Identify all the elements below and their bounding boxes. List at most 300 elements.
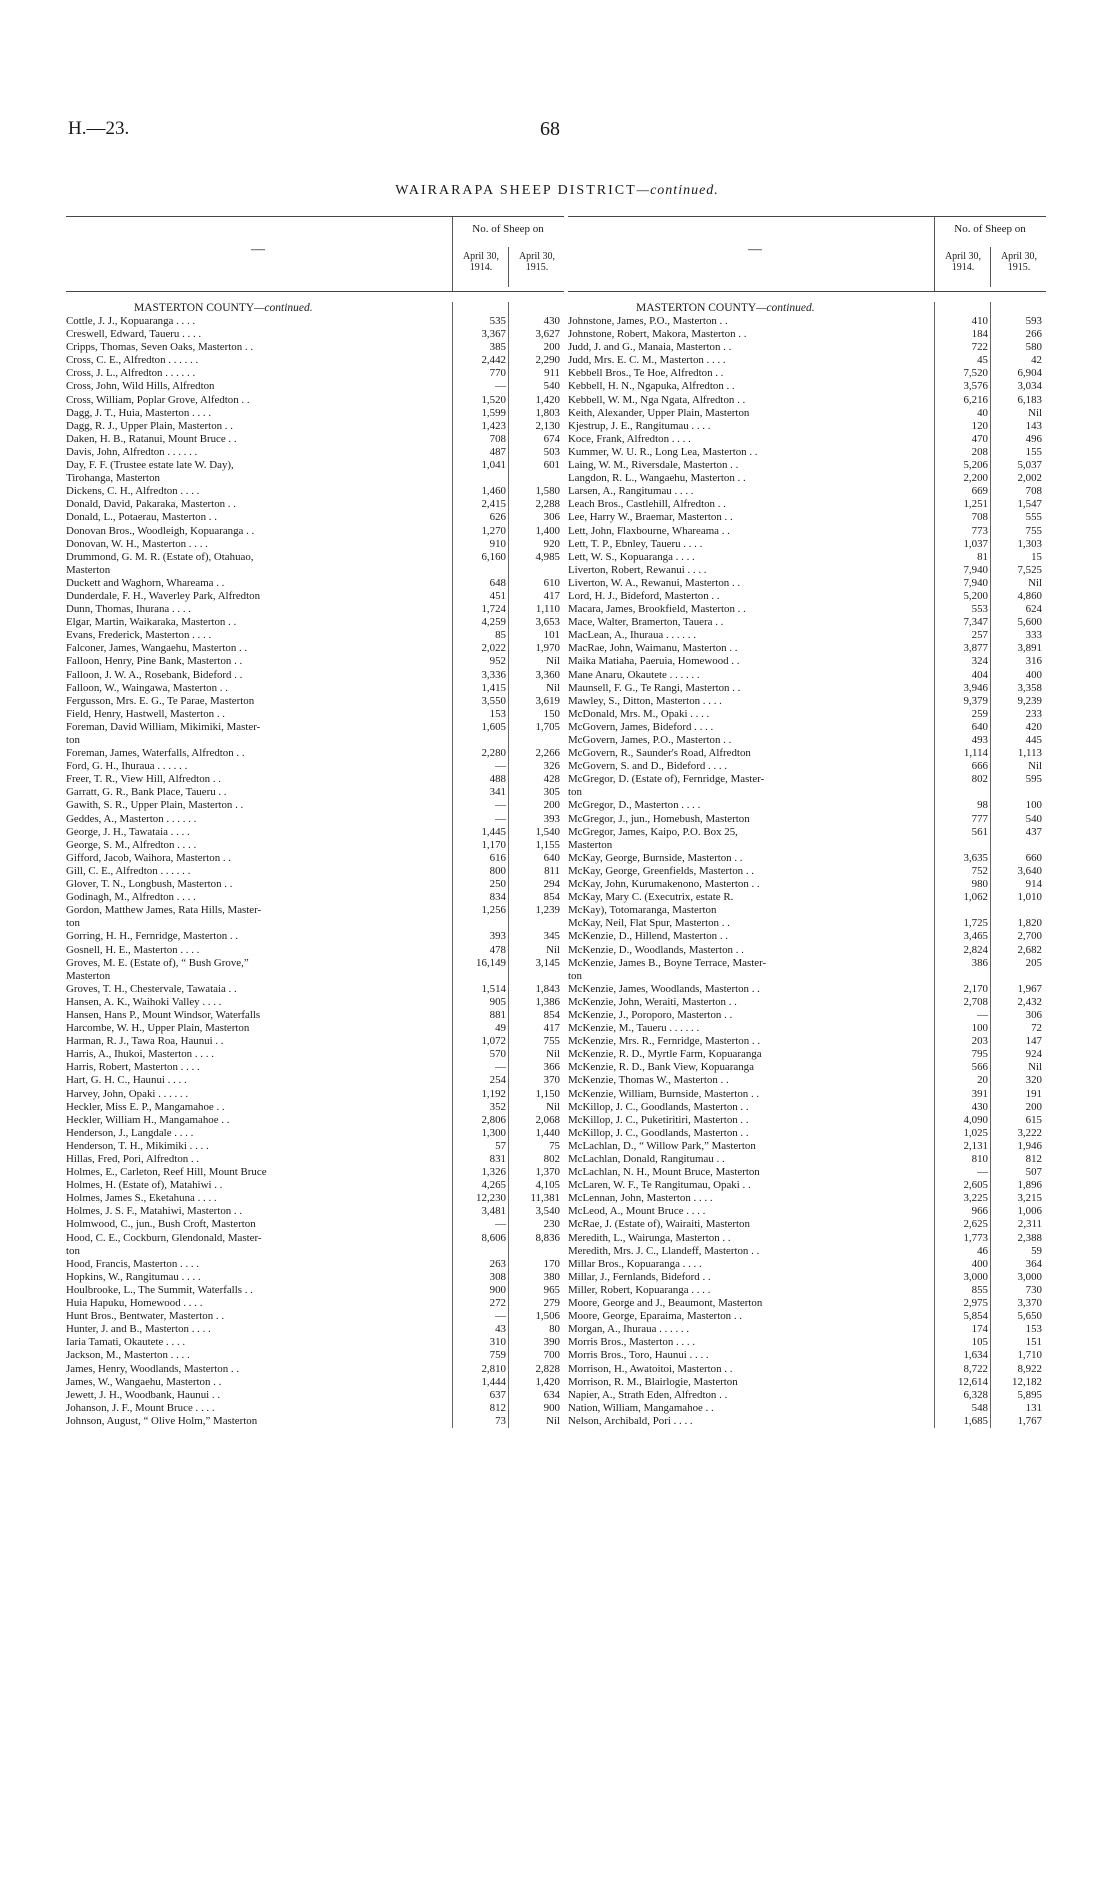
owner-name: Holmes, James S., Eketahuna . . . .	[66, 1192, 217, 1205]
sheep-1915: Nil	[546, 655, 560, 668]
sheep-1915: 430	[543, 315, 560, 327]
sheep-1914: 430	[971, 1100, 988, 1113]
sheep-1914: 7,940	[963, 576, 988, 589]
owner-name: ton	[66, 917, 80, 930]
owner-name: Groves, T. H., Chestervale, Tawataia . .	[66, 982, 237, 995]
sheep-1914: 352	[489, 1100, 506, 1113]
table-row	[568, 930, 1046, 943]
sheep-1914: 1,326	[481, 1166, 506, 1179]
table-row	[66, 367, 564, 380]
sheep-1915: 615	[1025, 1113, 1042, 1126]
sheep-1915: 230	[543, 1218, 560, 1231]
owner-name: Morris Bros., Masterton . . . .	[568, 1336, 696, 1349]
sheep-1914: 393	[489, 930, 506, 943]
table-row	[66, 433, 564, 446]
sheep-1914: 4,259	[481, 616, 506, 629]
owner-name: Morrison, R. M., Blairlogie, Masterton	[568, 1375, 738, 1388]
table-row	[66, 459, 564, 472]
left-column	[66, 216, 564, 1428]
sheep-1914: 451	[489, 589, 506, 602]
sheep-1914: 45	[977, 354, 988, 367]
sheep-1915	[510, 1245, 564, 1258]
owner-name: James, Henry, Woodlands, Masterton . .	[66, 1362, 240, 1375]
owner-name: Falloon, W., Waingawa, Masterton . .	[66, 681, 228, 694]
sheep-1914: 773	[971, 524, 988, 537]
sheep-1914: 49	[495, 1022, 506, 1035]
sheep-1915: Nil	[546, 681, 560, 694]
table-row	[568, 1323, 1046, 1336]
table-row	[66, 1284, 564, 1297]
sheep-1915: 153	[1025, 1323, 1042, 1336]
owner-name: Harris, Robert, Masterton . . . .	[66, 1061, 200, 1074]
owner-name: McLachlan, N. H., Mount Bruce, Masterton	[568, 1166, 760, 1179]
sheep-1915: 1,803	[535, 406, 560, 419]
table-row	[66, 865, 564, 878]
owner-name: Lord, H. J., Bideford, Masterton . .	[568, 589, 720, 602]
sheep-1914: 2,022	[481, 642, 506, 655]
sheep-1914: 900	[489, 1283, 506, 1296]
title-continued: —continued.	[636, 183, 719, 198]
sheep-1915: Nil	[546, 943, 560, 956]
owner-name: Hart, G. H. C., Haunui . . . .	[66, 1074, 187, 1087]
sheep-1915: 854	[543, 891, 560, 904]
sheep-1914: 6,328	[963, 1388, 988, 1401]
table-row	[568, 1258, 1046, 1271]
table-row	[66, 1376, 564, 1389]
sheep-1914: 952	[489, 655, 506, 668]
sheep-1915	[510, 564, 564, 577]
sheep-1914: 203	[971, 1035, 988, 1048]
table-row	[66, 760, 564, 773]
sheep-1915: 2,290	[535, 354, 560, 367]
sheep-1915: 3,215	[1017, 1192, 1042, 1205]
table-row	[66, 1402, 564, 1415]
owner-name: McKay, John, Kurumakenono, Masterton . .	[568, 878, 760, 891]
sheep-1914: 570	[489, 1048, 506, 1061]
table-row	[568, 996, 1046, 1009]
table-row	[66, 747, 564, 760]
sheep-1915: 100	[1025, 799, 1042, 812]
table-row	[66, 1323, 564, 1336]
owner-name: Drummond, G. M. R. (Estate of), Otahuao,	[66, 550, 254, 563]
sheep-1914: 1,520	[481, 393, 506, 406]
sheep-1915: 400	[1025, 668, 1042, 681]
sheep-1914: —	[495, 1061, 506, 1074]
owner-name: Dunderdale, F. H., Waverley Park, Alfredton	[66, 589, 261, 602]
owner-name: Glover, T. N., Longbush, Masterton . .	[66, 878, 233, 891]
header-dash: —	[251, 242, 265, 257]
owner-name: Mawley, S., Ditton, Masterton . . . .	[568, 694, 722, 707]
sheep-1915: 3,000	[1017, 1270, 1042, 1283]
sheep-1914: 1,041	[481, 459, 506, 472]
sheep-1914: 478	[489, 943, 506, 956]
sheep-1914: 722	[971, 341, 988, 354]
owner-name: Gorring, H. H., Fernridge, Masterton . .	[66, 930, 239, 943]
sheep-1915: 170	[543, 1257, 560, 1270]
sheep-1914: 43	[495, 1323, 506, 1336]
sheep-1915	[510, 734, 564, 747]
sheep-1915: 3,891	[1017, 642, 1042, 655]
owner-name: Hansen, Hans P., Mount Windsor, Waterfalls	[66, 1008, 261, 1021]
owner-name: Falloon, J. W. A., Rosebank, Bideford . .	[66, 668, 243, 681]
sheep-1914: 1,192	[481, 1087, 506, 1100]
sheep-1914: 566	[971, 1061, 988, 1074]
sheep-1915: 147	[1025, 1035, 1042, 1048]
owner-name: McLaren, W. F., Te Rangitumau, Opaki . .	[568, 1179, 751, 1192]
sheep-1915: Nil	[546, 1100, 560, 1113]
owner-name: Mane Anaru, Okautete . . . . . .	[568, 668, 700, 681]
sheep-1914: 2,131	[963, 1139, 988, 1152]
table-row	[66, 957, 564, 970]
right-table-header	[568, 216, 1046, 292]
sheep-1915: 3,360	[535, 668, 560, 681]
sheep-1914: 708	[489, 432, 506, 445]
table-row	[66, 420, 564, 433]
sheep-1914: —	[495, 812, 506, 825]
sheep-1914: 6,216	[963, 393, 988, 406]
owner-name: Keith, Alexander, Upper Plain, Masterton	[568, 406, 750, 419]
sheep-1914: 640	[971, 720, 988, 733]
sheep-1915: 420	[1025, 720, 1042, 733]
sheep-1915: 640	[543, 851, 560, 864]
owner-name: Harcombe, W. H., Upper Plain, Masterton	[66, 1022, 250, 1035]
table-row	[66, 341, 564, 354]
table-row	[568, 407, 1046, 420]
sheep-1914: 834	[489, 891, 506, 904]
sheep-1914: 855	[971, 1283, 988, 1296]
sheep-1915: 305	[543, 786, 560, 799]
sheep-1915: Nil	[546, 1414, 560, 1427]
table-row	[568, 1074, 1046, 1087]
table-row	[66, 996, 564, 1009]
table-row	[66, 603, 564, 616]
owner-name: Harman, R. J., Tawa Roa, Haunui . .	[66, 1035, 224, 1048]
table-row	[66, 813, 564, 826]
table-row	[66, 1022, 564, 1035]
sheep-1915: 3,627	[535, 328, 560, 341]
owner-name: Kebbell Bros., Te Hoe, Alfredton . .	[568, 367, 724, 380]
table-row	[568, 957, 1046, 970]
table-row	[568, 367, 1046, 380]
sheep-1915: 2,432	[1017, 995, 1042, 1008]
sheep-1915: 8,922	[1017, 1362, 1042, 1375]
owner-name: Houlbrooke, L., The Summit, Waterfalls . .	[66, 1283, 253, 1296]
owner-name: Moore, George, Eparaima, Masterton . .	[568, 1310, 742, 1323]
sheep-1914: 1,634	[963, 1349, 988, 1362]
sheep-1915: 674	[543, 432, 560, 445]
sheep-1914: 57	[495, 1139, 506, 1152]
owner-name: Langdon, R. L., Wangaehu, Masterton . .	[568, 472, 746, 485]
table-row	[66, 826, 564, 839]
table-row	[66, 472, 564, 485]
sheep-1915: 3,358	[1017, 681, 1042, 694]
owner-name: Huia Hapuku, Homewood . . . .	[66, 1297, 203, 1310]
sheep-1914: 2,605	[963, 1179, 988, 1192]
sheep-1915: Nil	[546, 1048, 560, 1061]
sheep-1915: 1,767	[1017, 1414, 1042, 1427]
table-row	[568, 1389, 1046, 1402]
owner-name: ton	[66, 734, 80, 746]
owner-name: Napier, A., Strath Eden, Alfredton . .	[568, 1388, 728, 1401]
sheep-1915: 755	[543, 1035, 560, 1048]
owner-name: Gawith, S. R., Upper Plain, Masterton . .	[66, 799, 244, 812]
sheep-1915: 205	[1025, 956, 1042, 969]
sheep-1915: 1,967	[1017, 982, 1042, 995]
sheep-1914: 1,724	[481, 603, 506, 616]
owner-name: Holmes, J. S. F., Matahiwi, Masterton . .	[66, 1205, 243, 1218]
table-row	[66, 904, 564, 917]
owner-name: Morgan, A., Ihuraua . . . . . .	[568, 1323, 690, 1336]
left-table-body	[66, 302, 564, 1428]
sheep-1915: 2,828	[535, 1362, 560, 1375]
sheep-1915: 1,386	[535, 995, 560, 1008]
owner-name: Holmwood, C., jun., Bush Croft, Masterton	[66, 1218, 256, 1231]
owner-name: McKay, George, Greenfields, Masterton . .	[568, 864, 754, 877]
table-row	[568, 1114, 1046, 1127]
table-row	[66, 734, 564, 747]
owner-name: McKenzie, D., Hillend, Masterton . .	[568, 930, 728, 943]
table-row	[568, 603, 1046, 616]
owner-name: Hansen, A. K., Waihoki Valley . . . .	[66, 995, 222, 1008]
sheep-1915: 326	[543, 760, 560, 773]
table-row	[568, 1127, 1046, 1140]
table-row	[66, 1048, 564, 1061]
sheep-1915: Nil	[1028, 576, 1042, 589]
sheep-1915: 2,002	[1017, 472, 1042, 485]
sheep-1914: 1,270	[481, 524, 506, 537]
table-row	[568, 485, 1046, 498]
header-col-1915: April 30, 1915.	[508, 247, 565, 287]
sheep-1915: 812	[1025, 1153, 1042, 1165]
owner-name: Fergusson, Mrs. E. G., Te Parae, Masterton	[66, 694, 255, 707]
table-row	[568, 341, 1046, 354]
sheep-1914: 20	[977, 1074, 988, 1087]
table-row	[66, 1349, 564, 1362]
sheep-1915: 900	[543, 1401, 560, 1414]
table-row	[568, 1153, 1046, 1166]
sheep-1914: 2,170	[963, 982, 988, 995]
table-row	[66, 498, 564, 511]
owner-name: Maika Matiaha, Paeruia, Homewood . .	[568, 655, 740, 668]
sheep-1915: 2,266	[535, 747, 560, 760]
sheep-1914: 3,550	[481, 694, 506, 707]
table-row	[66, 525, 564, 538]
sheep-1915: 540	[1025, 812, 1042, 825]
table-row	[568, 852, 1046, 865]
owner-name: McLachlan, D., “ Willow Park,” Masterton	[568, 1139, 756, 1152]
sheep-1915: 1,150	[535, 1087, 560, 1100]
sheep-1915: 3,653	[535, 616, 560, 629]
owner-name: McKillop, J. C., Goodlands, Masterton . .	[568, 1126, 749, 1139]
sheep-1915: Nil	[1028, 760, 1042, 773]
sheep-1915: 610	[543, 576, 560, 589]
table-row	[568, 1088, 1046, 1101]
sheep-1915: Nil	[1028, 1061, 1042, 1074]
sheep-1914: 1,114	[963, 747, 988, 760]
sheep-1914: 7,940	[963, 563, 988, 576]
sheep-1914: —	[495, 760, 506, 773]
owner-name: Ford, G. H., Ihuraua . . . . . .	[66, 760, 188, 773]
sheep-1914: 400	[971, 1257, 988, 1270]
table-row	[568, 1349, 1046, 1362]
sheep-1915: 345	[543, 930, 560, 943]
sheep-1914: 881	[489, 1008, 506, 1021]
owner-name: Groves, M. E. (Estate of), “ Bush Grove,”	[66, 956, 249, 969]
owner-name: Liverton, W. A., Rewanui, Masterton . .	[568, 576, 741, 589]
sheep-1914: 3,576	[963, 380, 988, 393]
sheep-1914	[454, 1245, 510, 1258]
sheep-1914: 5,854	[963, 1310, 988, 1323]
sheep-1914: 1,605	[481, 720, 506, 733]
sheep-1914: 752	[971, 864, 988, 877]
owner-name: Liverton, Robert, Rewanui . . . .	[568, 563, 707, 576]
sheep-1915: 8,836	[535, 1231, 560, 1244]
table-row	[568, 433, 1046, 446]
owner-name: George, J. H., Tawataia . . . .	[66, 825, 190, 838]
sheep-1915: 2,068	[535, 1113, 560, 1126]
sheep-1915: 4,985	[535, 550, 560, 563]
table-row	[568, 1101, 1046, 1114]
sheep-1914: 1,170	[481, 838, 506, 851]
sheep-1914: 1,037	[963, 537, 988, 550]
sheep-1914: 1,460	[481, 485, 506, 498]
owner-name: Davis, John, Alfredton . . . . . .	[66, 445, 198, 458]
table-row	[568, 380, 1046, 393]
sheep-1915: 428	[543, 773, 560, 786]
table-row	[568, 459, 1046, 472]
owner-name: Falloon, Henry, Pine Bank, Masterton . .	[66, 655, 243, 668]
sheep-1914: 1,025	[963, 1126, 988, 1139]
sheep-1915: 3,640	[1017, 864, 1042, 877]
table-row	[568, 721, 1046, 734]
table-row	[568, 1271, 1046, 1284]
table-row	[568, 655, 1046, 668]
owner-name: Morrison, H., Awatoitoi, Masterton . .	[568, 1362, 733, 1375]
sheep-1914: 470	[971, 432, 988, 445]
sheep-1914: 81	[977, 550, 988, 563]
sheep-1914: 3,635	[963, 851, 988, 864]
sheep-1914: 1,599	[481, 406, 506, 419]
sheep-1914: 1,300	[481, 1126, 506, 1139]
owner-name: McKenzie, John, Weraiti, Masterton . .	[568, 995, 737, 1008]
table-row	[568, 616, 1046, 629]
table-row	[568, 538, 1046, 551]
sheep-1914: 553	[971, 603, 988, 616]
sheep-1915: 417	[543, 1022, 560, 1035]
sheep-1914: 46	[977, 1244, 988, 1257]
table-row	[568, 1297, 1046, 1310]
owner-name: Iaria Tamati, Okautete . . . .	[66, 1336, 186, 1349]
table-row	[66, 1009, 564, 1022]
table-row	[66, 1127, 564, 1140]
owner-name: Masterton	[66, 969, 111, 982]
table-row	[66, 551, 564, 564]
owner-name: McGregor, D., Masterton . . . .	[568, 799, 701, 812]
page-title	[0, 183, 1114, 199]
table-row	[568, 1061, 1046, 1074]
table-row	[66, 1166, 564, 1179]
sheep-1914: 666	[971, 760, 988, 773]
table-row	[568, 472, 1046, 485]
sheep-1915: 333	[1025, 629, 1042, 642]
sheep-1914: 98	[977, 799, 988, 812]
owner-name: Judd, J. and G., Manaia, Masterton . .	[568, 341, 732, 354]
table-row	[568, 1179, 1046, 1192]
sheep-1915: 143	[1025, 419, 1042, 432]
sheep-1915: 1,420	[535, 393, 560, 406]
sheep-1915: 3,540	[535, 1205, 560, 1218]
sheep-1914: 263	[489, 1257, 506, 1270]
sheep-1915: 1,710	[1017, 1349, 1042, 1362]
sheep-1914: 100	[971, 1022, 988, 1035]
table-row	[568, 1415, 1046, 1428]
owner-name: Lett, T. P., Ebnley, Taueru . . . .	[568, 537, 703, 550]
owner-name: Geddes, A., Masterton . . . . . .	[66, 812, 197, 825]
sheep-1915: 1,110	[535, 603, 560, 616]
owner-name: Lett, W. S., Kopuaranga . . . .	[568, 550, 695, 563]
sheep-1914: 795	[971, 1048, 988, 1061]
sheep-1915: 854	[543, 1008, 560, 1021]
table-row	[568, 1232, 1046, 1245]
sheep-1914: 810	[971, 1153, 988, 1165]
sheep-1914: 259	[971, 707, 988, 720]
owner-name: McGovern, S. and D., Bideford . . . .	[568, 760, 728, 773]
sheep-1915: 72	[1031, 1022, 1042, 1035]
sheep-1914	[454, 472, 510, 485]
sheep-1915: 4,860	[1017, 589, 1042, 602]
sheep-1915: 151	[1025, 1336, 1042, 1349]
table-row	[568, 1336, 1046, 1349]
sheep-1914: 2,442	[481, 354, 506, 367]
sheep-1914: 1,514	[481, 982, 506, 995]
owner-name: Koce, Frank, Alfredton . . . .	[568, 432, 691, 445]
owner-name: Creswell, Edward, Taueru . . . .	[66, 328, 202, 341]
table-row	[66, 1205, 564, 1218]
sheep-1914: —	[495, 1218, 506, 1231]
owner-name: Foreman, James, Waterfalls, Alfredton . .	[66, 747, 245, 760]
table-row	[66, 1258, 564, 1271]
sheep-1915: 3,145	[535, 956, 560, 969]
sheep-1915: 555	[1025, 511, 1042, 524]
table-row	[66, 1101, 564, 1114]
sheep-1915: 380	[543, 1270, 560, 1283]
sheep-1915: 191	[1025, 1087, 1042, 1100]
sheep-1914: 708	[971, 511, 988, 524]
table-row	[66, 1114, 564, 1127]
sheep-1915: 5,600	[1017, 616, 1042, 629]
owner-name: McGregor, D. (Estate of), Fernridge, Master-	[568, 773, 765, 786]
sheep-1914: 257	[971, 629, 988, 642]
table-row	[66, 944, 564, 957]
sheep-1915: 802	[543, 1153, 560, 1165]
header-dash: —	[748, 242, 762, 257]
title-main: WAIRARAPA SHEEP DISTRICT	[395, 183, 637, 198]
sheep-1914: 2,806	[481, 1113, 506, 1126]
owner-name: Foreman, David William, Mikimiki, Master-	[66, 720, 261, 733]
owner-name: Freer, T. R., View Hill, Alfredton . .	[66, 773, 221, 786]
table-row	[568, 629, 1046, 642]
header-col-1915: April 30, 1915.	[990, 247, 1047, 287]
sheep-1915: 730	[1025, 1283, 1042, 1296]
sheep-1914: —	[977, 1008, 988, 1021]
owner-name: McKenzie, R. D., Bank View, Kopuaranga	[568, 1061, 754, 1074]
owner-name: Johanson, J. F., Mount Bruce . . . .	[66, 1401, 215, 1414]
sheep-1915: 266	[1025, 328, 1042, 341]
sheep-1915	[992, 904, 1046, 917]
sheep-1914: 85	[495, 629, 506, 642]
sheep-1915: 417	[543, 589, 560, 602]
table-row	[568, 1284, 1046, 1297]
